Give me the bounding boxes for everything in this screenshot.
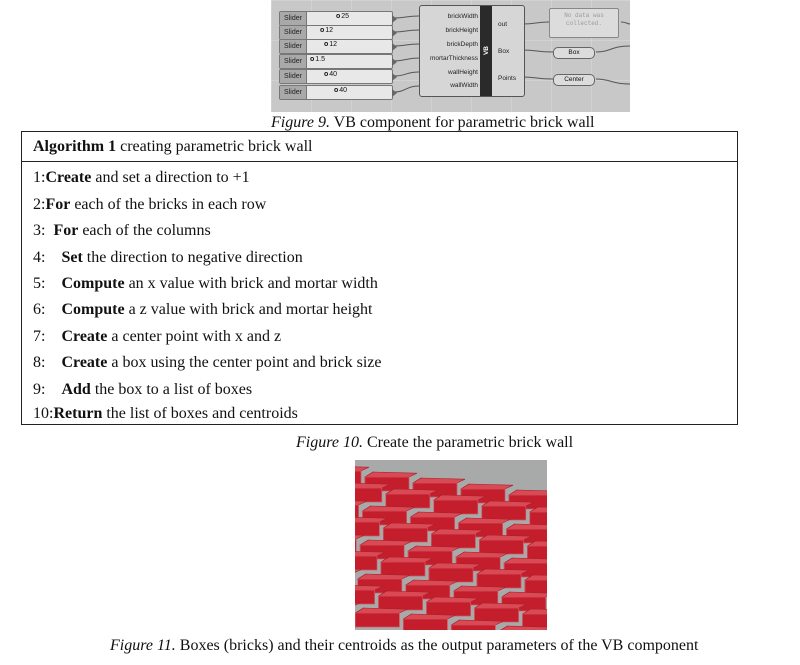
brick [381, 557, 433, 576]
brick [479, 535, 531, 554]
line-keyword: Return [53, 405, 103, 422]
input-wall-height[interactable]: wallHeight [448, 69, 478, 76]
line-keyword: Add [61, 381, 91, 398]
panel-output[interactable]: No data was collected. [549, 8, 619, 38]
line-text: a center point with x and z [107, 328, 282, 345]
input-brick-depth[interactable]: brickDepth [446, 41, 478, 48]
input-mortar-thickness[interactable]: mortarThickness [429, 55, 478, 62]
figure10-caption [296, 434, 573, 452]
line-keyword: Create [61, 354, 108, 371]
line-number: 5: [33, 275, 46, 292]
brick [379, 591, 431, 610]
slider-mortar-thickness[interactable] [279, 54, 393, 69]
figure9-label: Figure 9. [271, 114, 330, 131]
output-grip-icon [392, 58, 397, 66]
grasshopper-canvas [271, 0, 630, 112]
algo-line [33, 169, 250, 187]
brick [434, 495, 486, 514]
line-number: 7: [33, 328, 46, 345]
line-number: 4: [33, 249, 46, 266]
algorithm-title [22, 132, 737, 162]
slider-wall-width[interactable] [279, 85, 393, 100]
slider-brick-width[interactable] [279, 11, 393, 26]
figure9-text: VB component for parametric brick wall [329, 114, 595, 131]
line-keyword: Compute [61, 301, 125, 318]
slider-tag: Slider [280, 26, 307, 39]
brick [499, 626, 547, 630]
algo-line [33, 405, 298, 423]
line-text: and set a direction to +1 [91, 169, 250, 186]
output-points[interactable]: Points [498, 75, 517, 82]
brick [451, 620, 503, 630]
slider-tag: Slider [280, 55, 307, 68]
line-number: 1: [33, 169, 46, 186]
figure10-text: Create the parametric brick wall [362, 434, 574, 451]
slider-brick-height[interactable] [279, 25, 393, 40]
output-box[interactable]: Box [498, 48, 510, 55]
line-text: the box to a list of boxes [90, 381, 253, 398]
slider-value: o 40 [334, 87, 347, 94]
component-name-bar [480, 6, 492, 96]
output-grip-icon [392, 29, 397, 37]
line-number: 9: [33, 381, 46, 398]
brick [403, 614, 455, 630]
slider-tag: Slider [280, 86, 307, 99]
slider-wall-height[interactable] [279, 69, 393, 84]
line-text: a z value with brick and mortar height [124, 301, 373, 318]
brick [429, 563, 481, 582]
line-keyword: For [45, 196, 71, 213]
brick [355, 517, 387, 536]
output-out[interactable]: out [498, 21, 508, 28]
line-keyword: Create [61, 328, 108, 345]
brick [355, 551, 385, 570]
brick [355, 608, 407, 627]
brick [523, 609, 547, 628]
line-keyword: Set [61, 249, 83, 266]
line-number: 8: [33, 354, 46, 371]
figure11-caption [110, 637, 698, 655]
line-text: a box using the center point and brick size [107, 354, 382, 371]
brick [475, 603, 527, 622]
slider-tag: Slider [280, 70, 307, 83]
figure10-label: Figure 10. [296, 434, 363, 451]
slider-tag: Slider [280, 40, 307, 53]
line-number: 2: [33, 196, 46, 213]
brick-wall-svg [355, 460, 547, 630]
brick [530, 507, 547, 526]
input-wall-width[interactable]: wallWidth [450, 82, 478, 89]
figure11-label: Figure 11. [110, 637, 176, 654]
algo-line [33, 222, 211, 240]
line-number: 3: [33, 222, 46, 239]
brick [386, 489, 438, 508]
slider-value: o 40 [324, 71, 337, 78]
algorithm-box [21, 131, 738, 425]
component-name: VB [482, 46, 490, 56]
line-keyword: Compute [61, 275, 125, 292]
line-text: an x value with brick and mortar width [124, 275, 378, 292]
figure11-text: Boxes (bricks) and their centroids as the output parameters of the VB component [175, 637, 699, 654]
slider-value: o 12 [324, 41, 337, 48]
brick [355, 483, 390, 502]
brick [431, 529, 483, 548]
brick [482, 501, 534, 520]
line-text: each of the bricks in each row [70, 196, 267, 213]
brick [525, 575, 547, 594]
line-keyword: Create [45, 169, 92, 186]
brick [427, 597, 479, 616]
slider-brick-depth[interactable] [279, 39, 393, 54]
line-keyword: For [53, 222, 79, 239]
algorithm-title-text: creating parametric brick wall [116, 138, 313, 155]
brick [527, 541, 547, 560]
input-brick-height[interactable]: brickHeight [445, 27, 478, 34]
algo-line [33, 275, 378, 293]
line-text: each of the columns [78, 222, 211, 239]
brick [383, 523, 435, 542]
line-text: the direction to negative direction [82, 249, 303, 266]
slider-tag: Slider [280, 12, 307, 25]
line-text: the list of boxes and centroids [102, 405, 298, 422]
slider-value: o 25 [336, 13, 349, 20]
algo-line [33, 381, 252, 399]
output-grip-icon [392, 89, 397, 97]
algo-line [33, 196, 266, 214]
output-grip-icon [392, 43, 397, 51]
output-grip-icon [392, 15, 397, 23]
figure9-caption [271, 114, 594, 132]
line-number: 10: [33, 405, 54, 422]
slider-value: o 1.5 [310, 56, 325, 63]
brick [477, 569, 529, 588]
output-grip-icon [392, 73, 397, 81]
line-number: 6: [33, 301, 46, 318]
brick-wall-render [355, 460, 547, 630]
algorithm-label: Algorithm 1 [33, 138, 117, 155]
algo-line [33, 328, 281, 346]
algo-line [33, 354, 382, 372]
vb-component[interactable] [419, 5, 525, 97]
input-brick-width[interactable]: brickWidth [447, 13, 478, 20]
box-param[interactable]: Box [553, 47, 595, 59]
algo-line [33, 249, 303, 267]
center-param[interactable]: Center [553, 74, 595, 86]
algo-line [33, 301, 372, 319]
slider-value: o 12 [320, 27, 333, 34]
